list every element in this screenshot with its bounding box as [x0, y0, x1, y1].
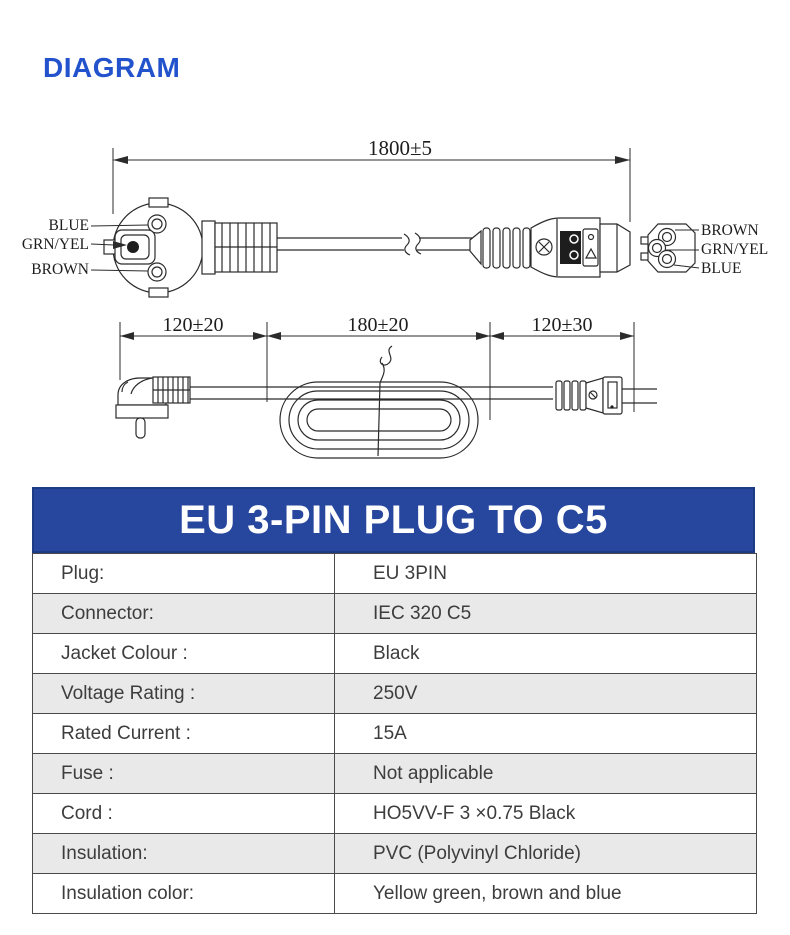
dimension-seg1-label: 120±20: [162, 314, 224, 336]
spec-value: HO5VV-F 3 ×0.75 Black: [373, 802, 576, 824]
spec-value: Not applicable: [373, 762, 494, 784]
dimension-1800-label: 1800±5: [367, 136, 433, 160]
spec-label: Insulation:: [33, 834, 335, 873]
eu-plug-face: [104, 198, 277, 297]
product-title: EU 3-PIN PLUG TO C5: [179, 497, 608, 542]
spec-label: Jacket Colour :: [33, 634, 335, 673]
wire-label-grnyel-right: GRN/YEL: [701, 241, 769, 258]
spec-label: Connector:: [33, 594, 335, 633]
spec-label: Fuse :: [33, 754, 335, 793]
spec-row-voltage-rating: [33, 673, 756, 713]
spec-label: Voltage Rating :: [33, 674, 335, 713]
spec-label: Plug:: [33, 554, 335, 593]
wire-label-brown-left: BROWN: [31, 261, 89, 278]
spec-row-rated-current: [33, 713, 756, 753]
spec-value: Black: [373, 642, 420, 664]
wire-label-blue-right: BLUE: [701, 260, 742, 277]
spec-value: Yellow green, brown and blue: [373, 882, 622, 904]
cable-bottom: [190, 387, 553, 399]
spec-label: Cord :: [33, 794, 335, 833]
wire-label-brown-right: BROWN: [701, 222, 759, 239]
spec-value: 15A: [373, 722, 407, 744]
spec-value: EU 3PIN: [373, 562, 447, 584]
dimension-overall-length: [113, 136, 630, 222]
eu-plug-side: [116, 377, 190, 438]
spec-row-connector: [33, 593, 756, 633]
wire-label-blue-left: BLUE: [48, 217, 89, 234]
spec-row-fuse: [33, 753, 756, 793]
spec-row-plug: [33, 554, 756, 593]
spec-row-cord: [33, 793, 756, 833]
wire-label-grnyel-left: GRN/YEL: [21, 236, 89, 253]
spec-row-insulation: [33, 833, 756, 873]
spec-row-jacket-colour: [33, 633, 756, 673]
spec-value: PVC (Polyvinyl Chloride): [373, 842, 582, 864]
spec-label: Insulation color:: [33, 874, 335, 913]
page-title: DIAGRAM: [43, 52, 181, 83]
cable-diagram: [0, 120, 790, 482]
spec-table: [32, 553, 757, 914]
coiled-cable: [280, 346, 478, 458]
c5-connector-small-side: [556, 377, 657, 414]
dimension-seg3-label: 120±30: [531, 314, 593, 336]
spec-row-insulation-color: [33, 873, 756, 913]
c5-connector-side: [470, 218, 630, 277]
cable-twist-icon: [380, 346, 392, 365]
spec-label: Rated Current :: [33, 714, 335, 753]
spec-value: IEC 320 C5: [373, 602, 472, 624]
cable-break-icon: [404, 234, 410, 255]
c5-face: [641, 224, 695, 272]
spec-value: 250V: [373, 682, 418, 704]
cable-top: [277, 233, 480, 255]
product-title-banner: [32, 487, 755, 553]
dimension-seg2-label: 180±20: [347, 314, 409, 336]
